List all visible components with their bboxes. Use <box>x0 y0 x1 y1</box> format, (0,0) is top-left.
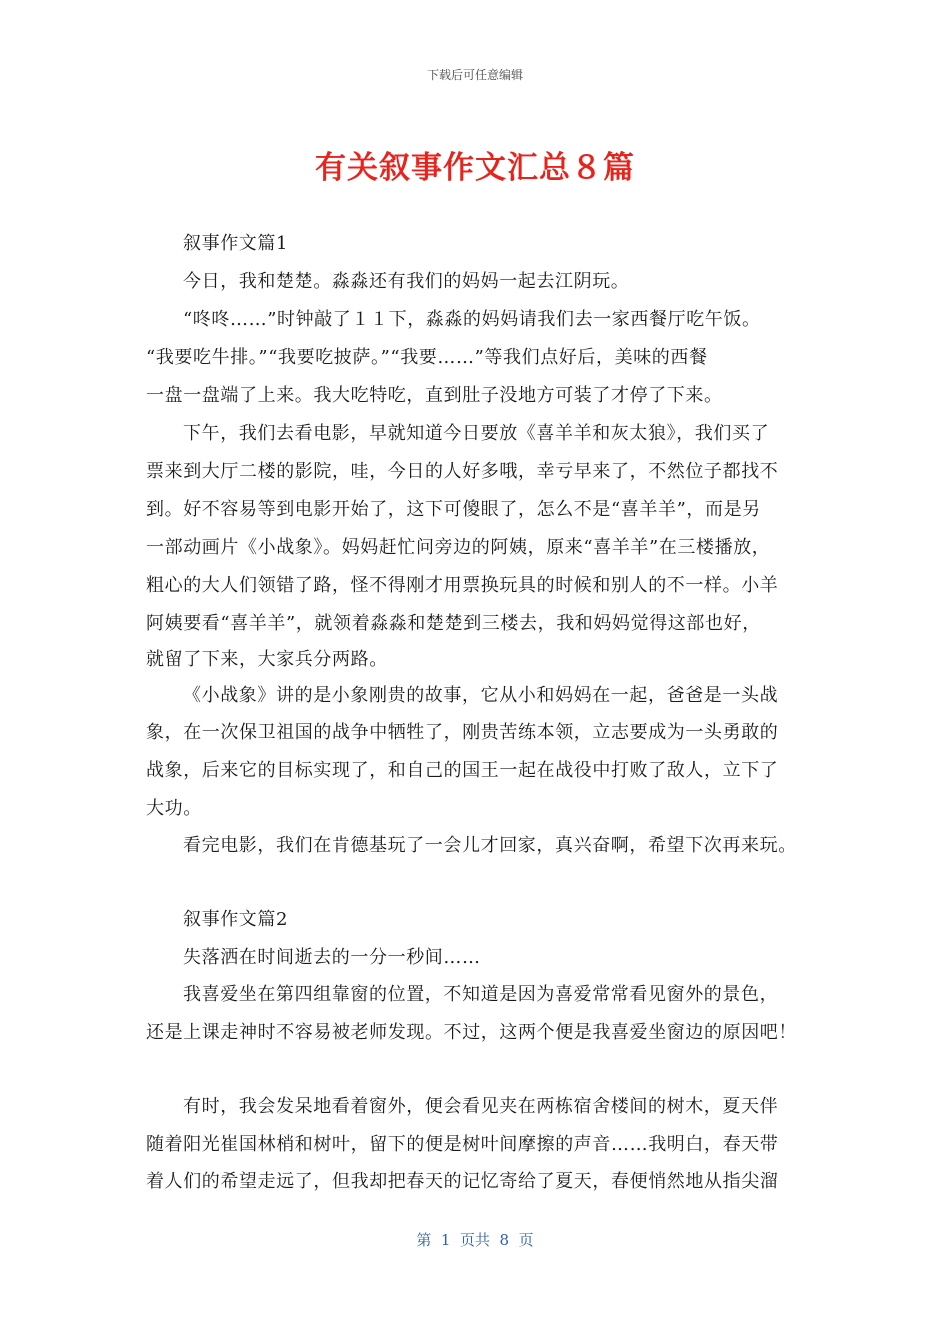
paragraph-line: 战象，后来它的目标实现了，和自己的国王一起在战役中打败了敌人，立下了 <box>146 760 779 781</box>
paragraph-line: 失落洒在时间逝去的一分一秒间…… <box>183 947 481 968</box>
paragraph-line: 看完电影，我们在肯德基玩了一会儿才回家，真兴奋啊，希望下次再来玩。 <box>183 835 797 856</box>
paragraph-line: 下午，我们去看电影，早就知道今日要放《喜羊羊和灰太狼》，我们买了 <box>183 423 770 444</box>
paragraph-line: 有时，我会发呆地看着窗外，便会看见夹在两栋宿舍楼间的树木，夏天伴 <box>183 1096 779 1117</box>
paragraph-line: “咚咚……”时钟敲了１１下，淼淼的妈妈请我们去一家西餐厅吃午饭。 <box>183 309 761 330</box>
paragraph-line: 阿姨要看“喜羊羊”，就领着淼淼和楚楚到三楼去，我和妈妈觉得这部也好， <box>146 613 761 634</box>
paragraph-line: 票来到大厅二楼的影院，哇，今日的人好多哦，幸亏早来了，不然位子都找不 <box>146 461 779 482</box>
header-note: 下载后可任意编辑 <box>426 68 523 82</box>
paragraph-line: 《小战象》讲的是小象刚贵的故事，它从小和妈妈在一起，爸爸是一头战 <box>183 685 779 706</box>
paragraph-line: 到。好不容易等到电影开始了，这下可傻眼了，怎么不是“喜羊羊”，而是另 <box>146 499 761 520</box>
section-heading-1: 叙事作文篇1 <box>183 233 289 254</box>
paragraph-line: 随着阳光崔国林梢和树叶，留下的便是树叶间摩擦的声音……我明白，春天带 <box>146 1134 779 1155</box>
section-heading-2: 叙事作文篇2 <box>183 909 289 930</box>
document-title: 有关叙事作文汇总８篇 <box>315 150 635 186</box>
paragraph-line: 一部动画片《小战象》。妈妈赶忙问旁边的阿姨，原来“喜羊羊”在三楼播放， <box>146 537 771 558</box>
paragraph-line: 大功。 <box>146 798 202 819</box>
paragraph-line: 还是上课走神时不容易被老师发现。不过，这两个便是我喜爱坐窗边的原因吧！ <box>146 1022 797 1043</box>
paragraph-line: “我要吃牛排。”“我要吃披萨。”“我要……”等我们点好后，美味的西餐 <box>146 347 708 368</box>
paragraph-line: 就留了下来，大家兵分两路。 <box>146 649 388 670</box>
page-footer: 第 1 页共 8 页 <box>416 1231 534 1249</box>
paragraph-line: 粗心的大人们领错了路，怪不得刚才用票换玩具的时候和别人的不一样。小羊 <box>146 575 779 596</box>
paragraph-line: 着人们的希望走远了，但我却把春天的记忆寄给了夏天，春便悄然地从指尖溜 <box>146 1171 779 1192</box>
paragraph-line: 我喜爱坐在第四组靠窗的位置，不知道是因为喜爱常常看见窗外的景色， <box>183 984 779 1005</box>
paragraph-line: 一盘一盘端了上来。我大吃特吃，直到肚子没地方可装了才停了下来。 <box>146 385 723 406</box>
paragraph-line: 今日，我和楚楚。淼淼还有我们的妈妈一起去江阴玩。 <box>183 271 630 292</box>
paragraph-line: 象，在一次保卫祖国的战争中牺牲了，刚贵苦练本领，立志要成为一头勇敢的 <box>146 722 779 743</box>
